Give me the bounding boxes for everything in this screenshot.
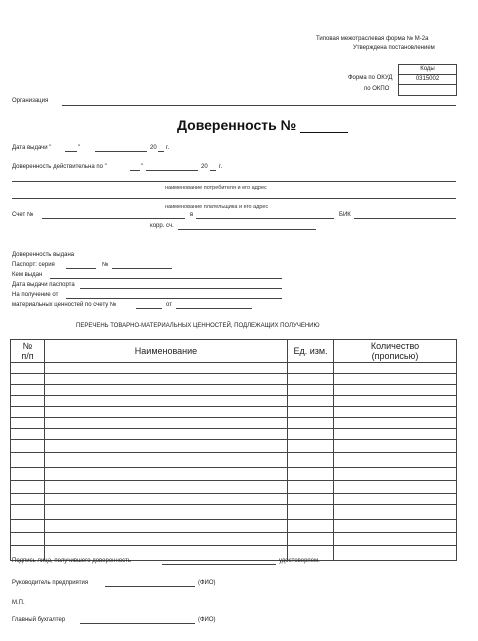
cell-name[interactable] [45, 505, 288, 520]
cell-number[interactable] [11, 363, 45, 374]
validity-quote: " [141, 164, 144, 170]
corr-label: корр. сч. [150, 223, 174, 229]
cell-unit[interactable] [288, 374, 334, 385]
codes-title: Коды [399, 65, 456, 75]
cell-quantity[interactable] [334, 418, 457, 429]
issued-to-label: Доверенность выдана [12, 252, 75, 258]
table-row [11, 481, 457, 494]
table-row [11, 505, 457, 520]
cell-name[interactable] [45, 533, 288, 546]
account-label: Счет № [12, 212, 34, 218]
cell-unit[interactable] [288, 505, 334, 520]
receive-from-field[interactable] [66, 298, 282, 299]
table-row [11, 440, 457, 453]
cell-unit[interactable] [288, 494, 334, 505]
payer-caption: наименование плательщика и его адрес [165, 204, 269, 210]
table-row [11, 429, 457, 440]
cell-unit[interactable] [288, 407, 334, 418]
cell-quantity[interactable] [334, 494, 457, 505]
validity-year-field[interactable] [210, 170, 216, 171]
col-header-quantity: Количество (прописью) [334, 340, 457, 363]
cell-quantity[interactable] [334, 546, 457, 561]
issue-day-field[interactable] [65, 151, 77, 152]
table-row [11, 385, 457, 396]
table-header-row [11, 340, 457, 363]
issued-by-field[interactable] [50, 278, 282, 279]
table-row [11, 363, 457, 374]
goods-table [10, 339, 457, 561]
cell-number[interactable] [11, 385, 45, 396]
issue-year-prefix: 20 [150, 145, 157, 151]
issue-date-suffix: г. [166, 145, 170, 151]
cell-unit[interactable] [288, 453, 334, 468]
issue-date-quote: " [78, 145, 81, 151]
signature-field[interactable] [162, 564, 276, 565]
cell-name[interactable] [45, 396, 288, 407]
cell-unit[interactable] [288, 520, 334, 533]
director-label: Руководитель предприятия [12, 580, 89, 586]
table-row [11, 374, 457, 385]
passport-number-label: № [102, 262, 109, 268]
document-number-field[interactable] [300, 120, 348, 133]
cell-number[interactable] [11, 481, 45, 494]
cell-number[interactable] [11, 520, 45, 533]
cell-number[interactable] [11, 440, 45, 453]
cell-quantity[interactable] [334, 385, 457, 396]
cell-name[interactable] [45, 429, 288, 440]
table-row [11, 494, 457, 505]
validity-day-field[interactable] [130, 170, 140, 171]
cell-unit[interactable] [288, 440, 334, 453]
issue-date-label: Дата выдачи " [12, 145, 52, 151]
cell-number[interactable] [11, 407, 45, 418]
okpo-label: по ОКПО [364, 86, 390, 92]
title-text: Доверенность № [177, 117, 297, 133]
okud-value[interactable]: 0315002 [399, 75, 456, 85]
okpo-value[interactable] [399, 85, 456, 95]
passport-number-field[interactable] [112, 268, 172, 269]
bank-field[interactable] [196, 218, 334, 219]
signature-suffix: удостоверяем. [279, 558, 320, 564]
cell-number[interactable] [11, 374, 45, 385]
col-header-name: Наименование [45, 340, 288, 363]
cell-name[interactable] [45, 385, 288, 396]
validity-suffix: г. [219, 164, 223, 170]
accountant-fio: (ФИО) [198, 617, 216, 623]
cell-quantity[interactable] [334, 468, 457, 481]
cell-number[interactable] [11, 396, 45, 407]
director-fio: (ФИО) [198, 580, 216, 586]
codes-box [398, 64, 457, 96]
cell-name[interactable] [45, 494, 288, 505]
cell-quantity[interactable] [334, 363, 457, 374]
cell-unit[interactable] [288, 418, 334, 429]
director-signature-field[interactable] [105, 586, 195, 587]
cell-quantity[interactable] [334, 440, 457, 453]
form-type-line: Типовая межотраслевая форма № М-2а [316, 36, 429, 42]
bank-label: в [190, 212, 194, 218]
passport-date-label: Дата выдачи паспорта [12, 282, 75, 288]
cell-unit[interactable] [288, 533, 334, 546]
cell-unit[interactable] [288, 385, 334, 396]
receive-from-label: На получение от [12, 292, 59, 298]
cell-name[interactable] [45, 407, 288, 418]
consumer-caption: наименование потребителя и его адрес [165, 185, 267, 191]
cell-name[interactable] [45, 481, 288, 494]
issued-by-label: Кем выдан [12, 272, 43, 278]
accountant-signature-field[interactable] [80, 623, 195, 624]
cell-quantity[interactable] [334, 533, 457, 546]
consumer-field-2[interactable] [12, 198, 456, 199]
organization-label: Организация [12, 98, 49, 104]
cell-quantity[interactable] [334, 396, 457, 407]
col-header-number: № п/п [11, 340, 45, 363]
cell-number[interactable] [11, 453, 45, 468]
cell-number[interactable] [11, 494, 45, 505]
accountant-label: Главный бухгалтер [12, 617, 66, 623]
cell-number[interactable] [11, 418, 45, 429]
table-row [11, 418, 457, 429]
document-title [177, 117, 348, 133]
cell-name[interactable] [45, 440, 288, 453]
issue-year-field[interactable] [158, 151, 164, 152]
passport-series-field[interactable] [66, 268, 96, 269]
passport-series-label: Паспорт: серия [12, 262, 55, 268]
table-row [11, 468, 457, 481]
bik-label: БИК [339, 212, 351, 218]
cell-unit[interactable] [288, 396, 334, 407]
okud-label: Форма по ОКУД [348, 75, 393, 81]
cell-quantity[interactable] [334, 407, 457, 418]
table-row [11, 407, 457, 418]
cell-name[interactable] [45, 363, 288, 374]
signature-label: Подпись лица, получившего доверенность [12, 558, 132, 564]
table-row [11, 396, 457, 407]
cell-number[interactable] [11, 533, 45, 546]
table-row [11, 520, 457, 533]
cell-unit[interactable] [288, 468, 334, 481]
consumer-field[interactable] [12, 181, 456, 182]
cell-quantity[interactable] [334, 429, 457, 440]
cell-quantity[interactable] [334, 374, 457, 385]
cell-name[interactable] [45, 520, 288, 533]
cell-number[interactable] [11, 468, 45, 481]
cell-quantity[interactable] [334, 505, 457, 520]
validity-year-prefix: 20 [201, 164, 208, 170]
cell-name[interactable] [45, 468, 288, 481]
passport-date-field[interactable] [80, 288, 282, 289]
cell-unit[interactable] [288, 481, 334, 494]
cell-quantity[interactable] [334, 520, 457, 533]
validity-label: Доверенность действительна по " [12, 164, 107, 170]
cell-number[interactable] [11, 505, 45, 520]
cell-name[interactable] [45, 418, 288, 429]
validity-month-field[interactable] [146, 170, 198, 171]
corr-field[interactable] [178, 229, 316, 230]
approved-line: Утверждена постановлением [353, 45, 435, 51]
table-row [11, 453, 457, 468]
col-header-unit: Ед. изм. [288, 340, 334, 363]
materials-label: материальных ценностей по счету № [12, 302, 117, 308]
stamp-label: М.П. [12, 600, 25, 606]
materials-from-label: от [166, 302, 172, 308]
cell-quantity[interactable] [334, 481, 457, 494]
table-row [11, 533, 457, 546]
cell-name[interactable] [45, 453, 288, 468]
bik-field[interactable] [354, 218, 456, 219]
cell-quantity[interactable] [334, 453, 457, 468]
cell-name[interactable] [45, 374, 288, 385]
organization-field[interactable] [62, 105, 456, 106]
materials-date-field[interactable] [176, 308, 252, 309]
cell-unit[interactable] [288, 363, 334, 374]
issue-month-field[interactable] [95, 151, 147, 152]
list-title: ПЕРЕЧЕНЬ ТОВАРНО-МАТЕРИАЛЬНЫХ ЦЕННОСТЕЙ, ПОДЛЕЖАЩИХ ПОЛУЧЕНИЮ [76, 323, 320, 329]
cell-number[interactable] [11, 429, 45, 440]
cell-unit[interactable] [288, 429, 334, 440]
account-field[interactable] [42, 218, 185, 219]
materials-invoice-field[interactable] [136, 308, 162, 309]
